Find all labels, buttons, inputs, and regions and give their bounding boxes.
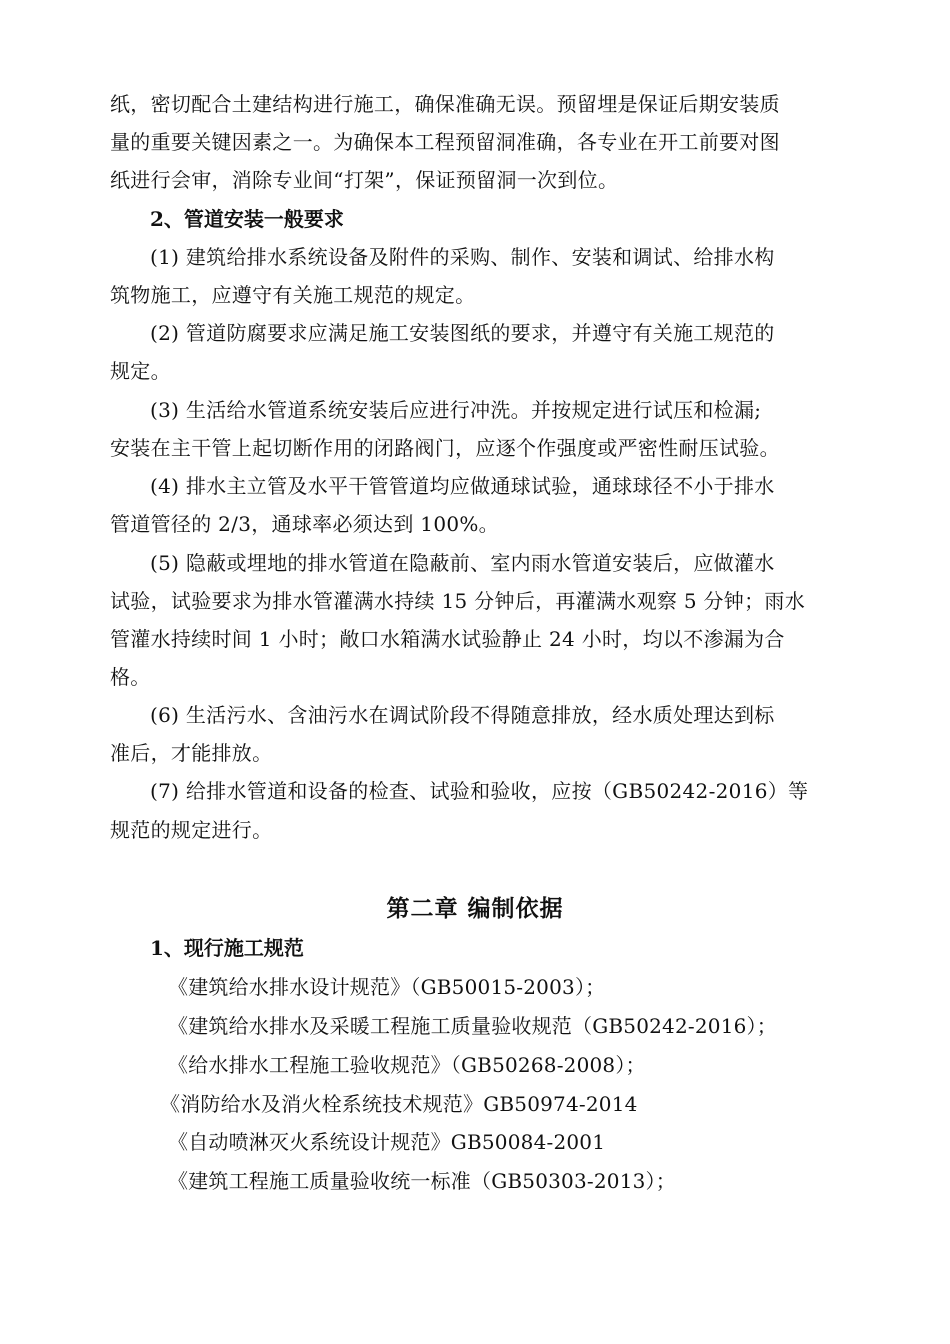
reference-item: 《建筑工程施工质量验收统一标准（GB50303-2013）； — [168, 1169, 676, 1193]
list-item-line: (5) 隐蔽或埋地的排水管道在隐蔽前、室内雨水管道安装后，应做灌水 — [150, 551, 775, 575]
reference-item: 《给水排水工程施工验收规范》（GB50268-2008）； — [168, 1053, 646, 1077]
section-heading: 2、管道安装一般要求 — [150, 207, 344, 231]
reference-item: 《建筑给水排水及采暖工程施工质量验收规范（GB50242-2016）； — [168, 1014, 777, 1038]
list-item-line: (1) 建筑给排水系统设备及附件的采购、制作、安装和调试、给排水构 — [150, 245, 775, 269]
paragraph-line: 纸进行会审，消除专业间“打架”，保证预留洞一次到位。 — [110, 168, 619, 192]
list-item-line: 准后，才能排放。 — [110, 741, 273, 765]
reference-item: 《自动喷淋灭火系统设计规范》GB50084-2001 — [168, 1130, 606, 1154]
list-item-line: 试验，试验要求为排水管灌满水持续 15 分钟后，再灌满水观察 5 分钟；雨水 — [110, 589, 806, 613]
reference-item: 《消防给水及消火栓系统技术规范》GB50974-2014 — [160, 1092, 638, 1116]
chapter-title: 第二章 编制依据 — [386, 895, 564, 922]
list-item-line: (4) 排水主立管及水平干管管道均应做通球试验，通球球径不小于排水 — [150, 474, 775, 498]
list-item-line: 规范的规定进行。 — [110, 818, 273, 842]
paragraph-line: 量的重要关键因素之一。为确保本工程预留洞准确，各专业在开工前要对图 — [110, 130, 780, 154]
section-heading: 1、现行施工规范 — [150, 936, 304, 960]
list-item-line: (3) 生活给水管道系统安装后应进行冲洗。并按规定进行试压和检漏; — [150, 398, 762, 422]
list-item-line: 规定。 — [110, 359, 171, 383]
list-item-line: 管灌水持续时间 1 小时；敞口水箱满水试验静止 24 小时，均以不渗漏为合 — [110, 627, 785, 651]
list-item-line: (6) 生活污水、含油污水在调试阶段不得随意排放，经水质处理达到标 — [150, 703, 775, 727]
list-item-line: (2) 管道防腐要求应满足施工安装图纸的要求，并遵守有关施工规范的 — [150, 321, 775, 345]
reference-item: 《建筑给水排水设计规范》（GB50015-2003）； — [168, 975, 606, 999]
paragraph-line: 纸，密切配合土建结构进行施工，确保准确无误。预留埋是保证后期安装质 — [110, 92, 780, 116]
list-item-line: 安装在主干管上起切断作用的闭路阀门，应逐个作强度或严密性耐压试验。 — [110, 436, 780, 460]
list-item-line: 管道管径的 2/3，通球率必须达到 100%。 — [110, 512, 499, 536]
list-item-line: 格。 — [110, 665, 151, 689]
list-item-line: (7) 给排水管道和设备的检查、试验和验收，应按（GB50242-2016）等 — [150, 779, 809, 803]
list-item-line: 筑物施工，应遵守有关施工规范的规定。 — [110, 283, 476, 307]
